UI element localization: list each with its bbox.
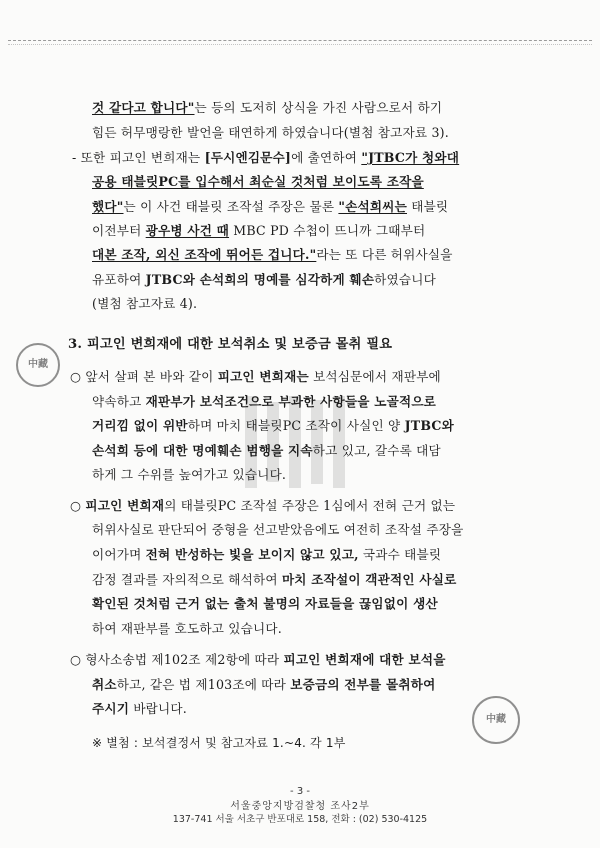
text-run: 하고, 같은 법 제103조에 따라 xyxy=(116,677,291,692)
emphasis-text: JTBC와 xyxy=(404,418,454,433)
text-run: 이어가며 xyxy=(92,547,146,562)
footer-address: 137-741 서울 서초구 반포대로 158, 전화 : (02) 530-4125 xyxy=(172,814,428,825)
seal-stamp: 中藏 xyxy=(472,696,520,744)
seal-stamp: 中藏 xyxy=(16,343,60,387)
text-run: 바랍니다. xyxy=(129,701,187,716)
body-line xyxy=(70,498,455,514)
text-run: 태블릿 xyxy=(407,199,449,214)
body-line: 하게 그 수위를 높여가고 있습니다. xyxy=(92,467,287,482)
body-line xyxy=(92,677,435,693)
text-run: 라는 또 다른 허위사실을 xyxy=(316,247,453,262)
text-run: 하며 마치 태블릿PC 조작이 사실인 양 xyxy=(187,418,405,433)
body-line xyxy=(92,572,456,588)
body-line xyxy=(70,652,446,668)
emphasis-text: 보증금의 전부를 몰취하여 xyxy=(290,677,436,692)
emphasis-text: 재판부가 보석조건으로 부과한 사항들을 노골적으로 xyxy=(145,394,437,409)
top-dotted-rule xyxy=(8,44,592,45)
emphasis-text: 광우병 사건 때 xyxy=(145,223,230,238)
body-line: (별첨 참고자료 4). xyxy=(92,296,198,311)
text-run: 보석심문에서 재판부에 xyxy=(308,369,441,384)
text-run: 의 태블릿PC 조작설 주장은 1심에서 전혀 근거 없는 xyxy=(164,498,456,513)
page-number: - 3 - xyxy=(290,786,310,797)
text-run: ○ 앞서 살펴 본 바와 같이 xyxy=(70,369,218,384)
body-line xyxy=(92,272,436,288)
text-run: ○ 형사소송법 제102조 제2항에 따라 xyxy=(70,652,284,667)
text-run: ○ xyxy=(70,498,86,513)
program-name: [두시엔김문수] xyxy=(204,150,292,165)
body-line: 공용 태블릿PC를 입수해서 최순실 것처럼 보이도록 조작을 xyxy=(92,174,424,189)
body-line xyxy=(92,223,425,239)
emphasis-text: 전혀 반성하는 빛을 보이지 않고 있고, xyxy=(145,547,359,562)
text-run: 이전부터 xyxy=(92,223,146,238)
top-dashed-rule xyxy=(8,40,592,41)
body-line xyxy=(92,418,454,434)
quote-text: 했다" xyxy=(92,199,124,214)
text-run: - 또한 피고인 변희재는 xyxy=(72,150,205,165)
quote-text: "손석희씨는 xyxy=(338,199,407,214)
body-line xyxy=(92,701,187,717)
body-line xyxy=(92,199,448,215)
text-run: 감정 결과를 자의적으로 해석하여 xyxy=(92,572,282,587)
emphasis-text: 것 같다고 합니다" xyxy=(92,100,195,115)
text-run: 하였습니다 xyxy=(374,272,436,287)
emphasis-text: 손석희 등에 대한 명예훼손 범행을 지속 xyxy=(92,443,313,458)
text-run: 유포하여 xyxy=(92,272,146,287)
body-line: 힘든 허무맹랑한 발언을 태연하게 하였습니다(별첨 참고자료 3). xyxy=(92,125,450,140)
text-run: 에 출연하여 xyxy=(291,150,362,165)
attachment-note: ※ 별첨 : 보석결정서 및 참고자료 1.~4. 각 1부 xyxy=(92,736,346,750)
emphasis-text: 거리낌 없이 위반 xyxy=(92,418,188,433)
body-line: 하여 재판부를 호도하고 있습니다. xyxy=(92,621,282,636)
text-run: 는 등의 도저히 상식을 가진 사람으로서 하기 xyxy=(194,100,443,115)
emphasis-text: 취소 xyxy=(92,677,117,692)
text-run: 하고 있고, 갈수록 대담 xyxy=(312,443,441,458)
emphasis-text: 피고인 변희재 xyxy=(85,498,165,513)
footer-office: 서울중앙지방검찰청 조사2부 xyxy=(230,801,370,812)
body-line xyxy=(72,150,459,166)
text-run: 는 이 사건 태블릿 조작설 주장은 물론 xyxy=(123,199,339,214)
emphasis-text: 마치 조작설이 객관적인 사실로 xyxy=(281,572,457,587)
text-run: MBC PD 수첩이 뜨니까 그때부터 xyxy=(229,223,426,238)
text-run: 국과수 태블릿 xyxy=(358,547,442,562)
body-line: 허위사실로 판단되어 중형을 선고받았음에도 여전히 조작설 주장을 xyxy=(92,522,464,537)
body-line xyxy=(92,247,453,263)
text-run: 약속하고 xyxy=(92,394,146,409)
section-heading: 3. 피고인 변희재에 대한 보석취소 및 보증금 몰취 필요 xyxy=(68,337,393,352)
emphasis-text: 피고인 변희재는 xyxy=(217,369,309,384)
body-line xyxy=(92,547,441,563)
quote-text: "JTBC가 청와대 xyxy=(361,150,460,165)
emphasis-text: JTBC와 손석희의 명예를 심각하게 훼손 xyxy=(145,272,375,287)
body-line xyxy=(92,443,441,459)
body-line: 확인된 것처럼 근거 없는 출처 불명의 자료들을 끊임없이 생산 xyxy=(92,596,438,611)
quote-text: 대본 조작, 외신 조작에 뛰어든 겁니다." xyxy=(92,247,317,262)
body-line xyxy=(92,100,442,116)
emphasis-text: 주시기 xyxy=(92,701,130,716)
body-line xyxy=(92,394,436,410)
body-line xyxy=(70,369,441,385)
emphasis-text: 피고인 변희재에 대한 보석을 xyxy=(283,652,446,667)
